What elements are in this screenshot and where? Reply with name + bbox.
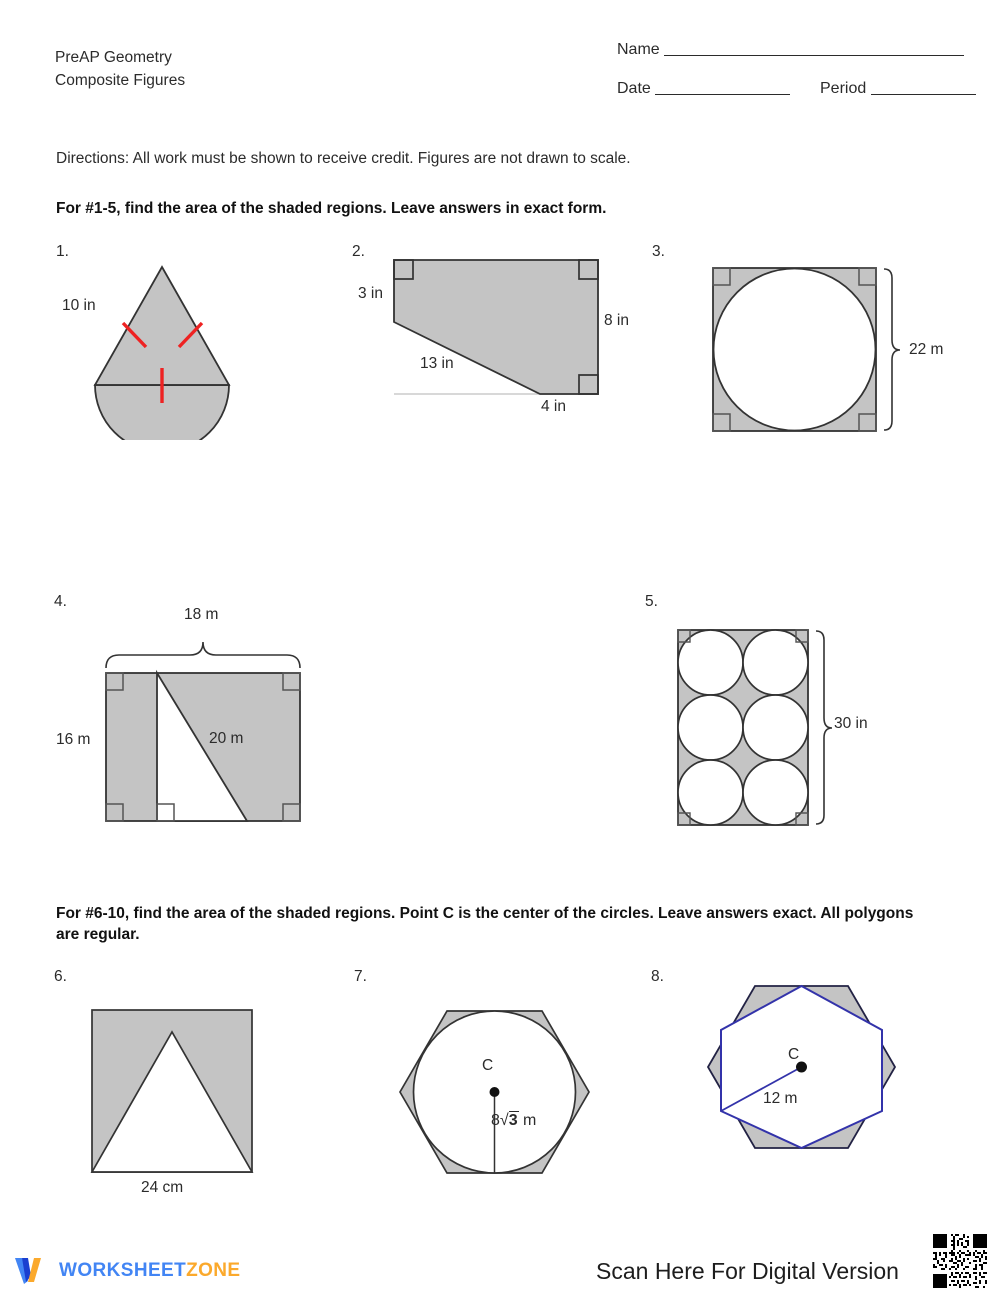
brace-top: [106, 642, 300, 668]
problem-number-4: 4.: [54, 593, 67, 610]
problem-number-1: 1.: [56, 243, 69, 260]
name-label: Name: [617, 41, 660, 58]
problem-number-5: 5.: [645, 593, 658, 610]
radius-unit: m: [523, 1112, 537, 1129]
section-2-instruction: For #6-10, find the area of the shaded regions. Point C is the center of the circles. Leave answers exact. All polygons are regular.: [56, 905, 914, 943]
figure-7-hexagon-inscribed-circle: [396, 1006, 596, 1181]
figure-1-side-label: 10 in: [62, 297, 96, 314]
figure-4-top-label: 18 m: [184, 606, 219, 623]
figure-7-radius-label: [491, 1111, 536, 1130]
figure-2-right-label: 8 in: [604, 312, 629, 329]
logo-text-primary: WORKSHEET: [59, 1260, 187, 1281]
problem-number-3: 3.: [652, 243, 665, 260]
figure-3-side-label: 22 m: [909, 341, 944, 358]
problem-number-7: 7.: [354, 968, 367, 985]
figure-1-triangle-semicircle: [80, 255, 270, 440]
figure-8-center-label: C: [788, 1046, 800, 1063]
problem-number-6: 6.: [54, 968, 67, 985]
figure-2-bottom-label: 4 in: [541, 398, 566, 415]
brace-right: [816, 631, 832, 824]
figure-5-rectangle-six-circles: [670, 622, 835, 832]
period-field[interactable]: [820, 80, 976, 98]
center-point: [490, 1087, 500, 1097]
topic-title: Composite Figures: [55, 72, 186, 89]
date-label: Date: [617, 80, 651, 97]
figure-6-bottom-label: 24 cm: [141, 1179, 184, 1196]
figure-4-hypotenuse-label: 20 m: [209, 730, 244, 747]
brace-right: [884, 269, 900, 430]
date-field[interactable]: [617, 80, 790, 98]
figure-2-slant-label: 13 in: [420, 355, 454, 372]
worksheet-title-block: [55, 46, 185, 92]
logo-text-secondary: ZONE: [186, 1260, 241, 1281]
logo-text: [59, 1260, 241, 1282]
name-input-rule[interactable]: [664, 55, 964, 56]
logo-v-icon: [14, 1256, 50, 1286]
figure-4-left-label: 16 m: [56, 731, 91, 748]
figure-6-square-minus-triangle: [88, 1006, 258, 1176]
figure-8-radius-label: 12 m: [763, 1090, 798, 1107]
period-label: Period: [820, 80, 867, 97]
name-field[interactable]: [617, 41, 964, 59]
period-input-rule[interactable]: [871, 94, 976, 95]
radical-sign: √3: [499, 1112, 518, 1129]
section-1-instruction: For #1-5, find the area of the shaded regions. Leave answers in exact form.: [56, 200, 607, 217]
figure-8-double-hexagon: [700, 978, 900, 1178]
worksheet-zone-logo[interactable]: [14, 1256, 241, 1286]
problem-number-8: 8.: [651, 968, 664, 985]
directions-text: Directions: All work must be shown to receive credit. Figures are not drawn to scale.: [56, 150, 631, 167]
radicand: 3: [508, 1112, 518, 1129]
figure-2-left-label: 3 in: [358, 285, 383, 302]
problem-number-2: 2.: [352, 243, 365, 260]
figure-2-pentagon: [380, 250, 615, 405]
qr-code[interactable]: [929, 1232, 991, 1290]
figure-3-square-inscribed-circle: [705, 260, 905, 440]
scan-prompt-text: Scan Here For Digital Version: [596, 1258, 899, 1284]
radius-prefix: 8: [491, 1112, 500, 1129]
date-input-rule[interactable]: [655, 94, 790, 95]
figure-7-center-label: C: [482, 1057, 494, 1074]
course-title: PreAP Geometry: [55, 49, 172, 66]
figure-5-height-label: 30 in: [834, 715, 868, 732]
